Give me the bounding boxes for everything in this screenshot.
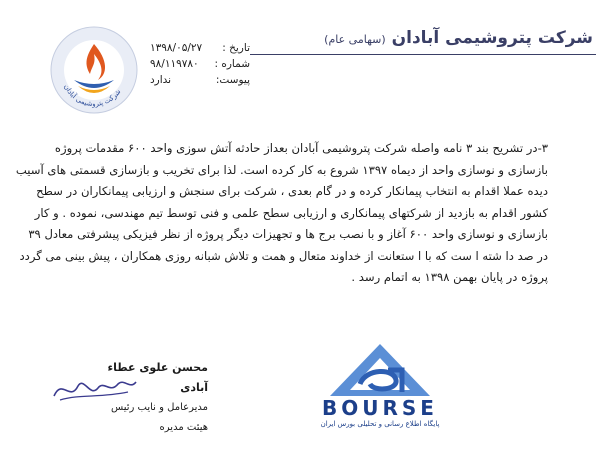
letter-meta: [150, 40, 250, 88]
body-line: پروژه در پایان بهمن ۱۳۹۸ به اتمام رسد .: [351, 270, 548, 284]
body-line: دیده عملا اقدام به انتخاب پیمانکار کرده و در گام بعدی ، شرکت برای سنجش و ارزیابی پیمانکاران در سطح: [36, 184, 548, 198]
company-logo: [48, 24, 140, 116]
signature-block: [78, 358, 208, 438]
body-line: در صد دا شته ا ست که با ا ستعانت از خداوند متعال و همت و تلاش شبانه روزی همکاران ، پیش بینی می گردد: [19, 248, 548, 263]
bourse-wordmark: BOURSE: [322, 396, 438, 420]
logo-text: شرکت پتروشیمی آبادان: [62, 83, 123, 109]
signer-board: هیئت مدیره: [159, 422, 208, 433]
number-row: [150, 56, 250, 72]
company-header: [324, 28, 593, 48]
bourse-caption: پایگاه اطلاع رسانی و تحلیلی بورس ایران: [320, 420, 440, 428]
body-line: کشور اقدام به بازدید از شرکتهای پیمانکاری و ارزیابی سطح علمی و فنی توسط تیم مهندسی، نموده . و کار: [34, 205, 548, 220]
attachment-label: پیوست:: [215, 74, 250, 86]
body-line: بازسازی و نوسازی واحد ۶۰۰ آغاز و با نصب برج ها و تجهیزات دیگر پروژه از نظر فیزیکی پیشرفتی معادل ۳۹: [28, 227, 548, 241]
company-type: (سهامی عام): [324, 33, 386, 46]
header-divider: [250, 54, 596, 55]
attachment-value: ندارد: [150, 74, 172, 86]
body-line: ۳-در تشریح بند ۳ نامه واصله شرکت پتروشیمی آبادان بعداز حادثه آتش سوزی واحد ۶۰۰ مقدمات پروژه: [54, 141, 548, 155]
number-label: شماره :: [214, 58, 250, 70]
number-value: ۹۸/۱۱۹۷۸۰: [150, 58, 199, 70]
date-value: ۱۳۹۸/۰۵/۲۷: [150, 42, 203, 54]
signer-name: محسن علوی عطاء آبادی: [107, 361, 208, 394]
date-row: [150, 40, 250, 56]
date-label: تاریخ :: [222, 42, 250, 54]
body-line: بازسازی و نوسازی واحد از دیماه ۱۳۹۷ شروع به کار کرده است. لذا برای تخریب و بازسازی قسمتی های آسیب: [15, 162, 548, 177]
attachment-row: [150, 72, 250, 88]
company-name: شرکت پتروشیمی آبادان: [391, 28, 593, 48]
signer-title: مدیرعامل و نایب رئیس: [110, 402, 208, 413]
letter-body: [15, 138, 548, 289]
